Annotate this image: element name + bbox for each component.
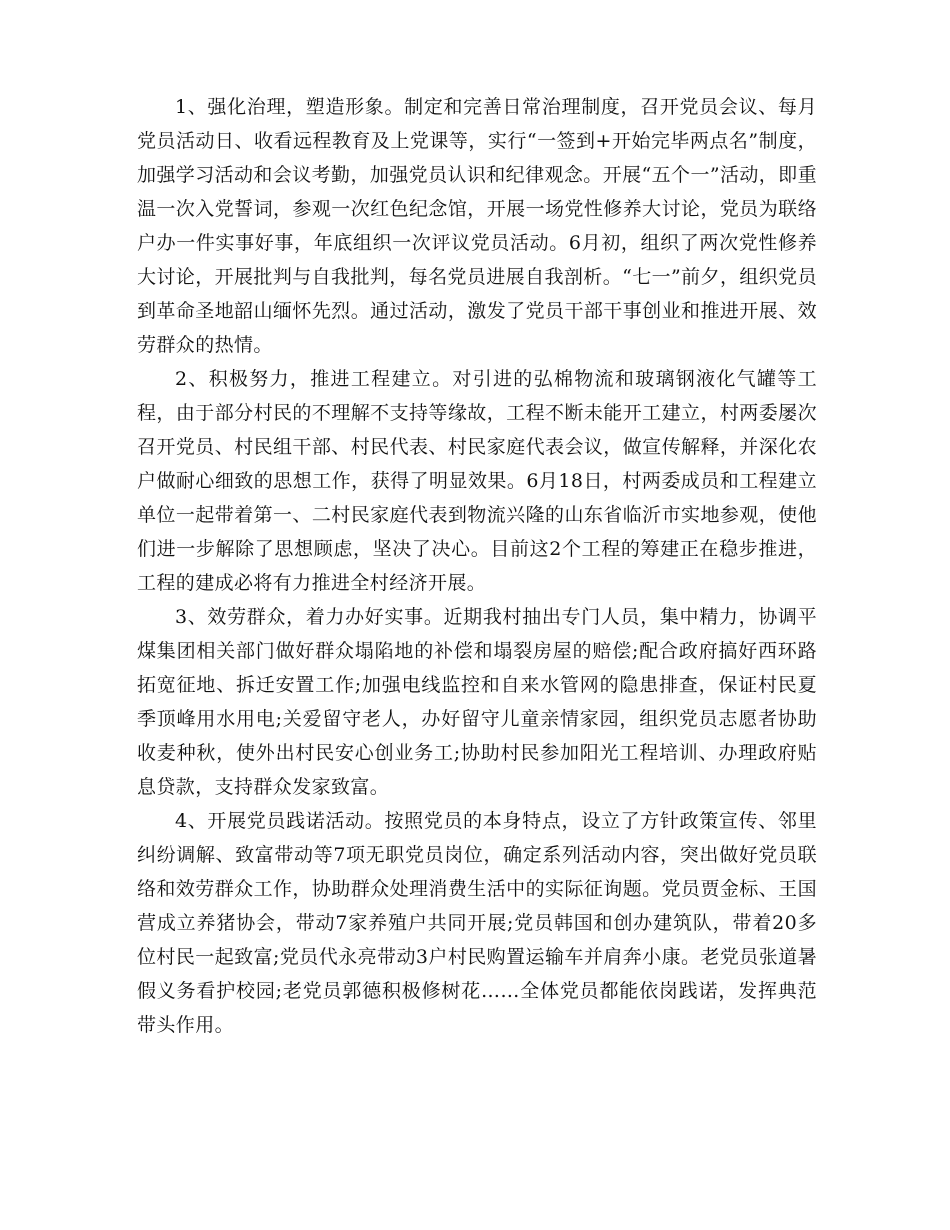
paragraph-2: 2、积极努力，推进工程建立。对引进的弘棉物流和玻璃钢液化气罐等工程，由于部分村民的不理解不支持等缘故，工程不断未能开工建立，村两委屡次召开党员、村民组干部、村民代表、村民家庭代表会议，做宣传解释，并深化农户做耐心细致的思想工作，获得了明显效果。6月18日，村两委成员和工程建立单位一起带着第一、二村民家庭代表到物流兴隆的山东省临沂市实地参观，使他们进一步解除了思想顾虑，坚决了决心。目前这2个工程的筹建正在稳步推进，工程的建成必将有力推进全村经济开展。 <box>137 368 817 594</box>
paragraph-3: 3、效劳群众，着力办好实事。近期我村抽出专门人员，集中精力，协调平煤集团相关部门做好群众塌陷地的补偿和塌裂房屋的赔偿;配合政府搞好西环路拓宽征地、拆迁安置工作;加强电线监控和自来水管网的隐患排查，保证村民夏季顶峰用水用电;关爱留守老人，办好留守儿童亲情家园，组织党员志愿者协助收麦种秋，使外出村民安心创业务工;协助村民参加阳光工程培训、办理政府贴息贷款，支持群众发家致富。 <box>137 606 817 798</box>
paragraph-4: 4、开展党员践诺活动。按照党员的本身特点，设立了方针政策宣传、邻里纠纷调解、致富带动等7项无职党员岗位，确定系列活动内容，突出做好党员联络和效劳群众工作，协助群众处理消费生活中的实际征询题。党员贾金标、王国营成立养猪协会，带动7家养殖户共同开展;党员韩国和创办建筑队，带着20多位村民一起致富;党员代永亮带动3户村民购置运输车并肩奔小康。老党员张道暑假义务看护校园;老党员郭德积极修树花……全体党员都能依岗践诺，发挥典范带头作用。 <box>137 810 817 1036</box>
paragraph-1: 1、强化治理，塑造形象。制定和完善日常治理制度，召开党员会议、每月党员活动日、收看远程教育及上党课等，实行“一签到+开始完毕两点名”制度，加强学习活动和会议考勤，加强党员认识和纪律观念。开展“五个一”活动，即重温一次入党誓词，参观一次红色纪念馆，开展一场党性修养大讨论，党员为联络户办一件实事好事，年底组织一次评议党员活动。6月初，组织了两次党性修养大讨论，开展批判与自我批判，每名党员进展自我剖析。“七一”前夕，组织党员到革命圣地韶山缅怀先烈。通过活动，激发了党员干部干事创业和推进开展、效劳群众的热情。 <box>137 96 817 356</box>
document-body <box>137 90 817 1042</box>
